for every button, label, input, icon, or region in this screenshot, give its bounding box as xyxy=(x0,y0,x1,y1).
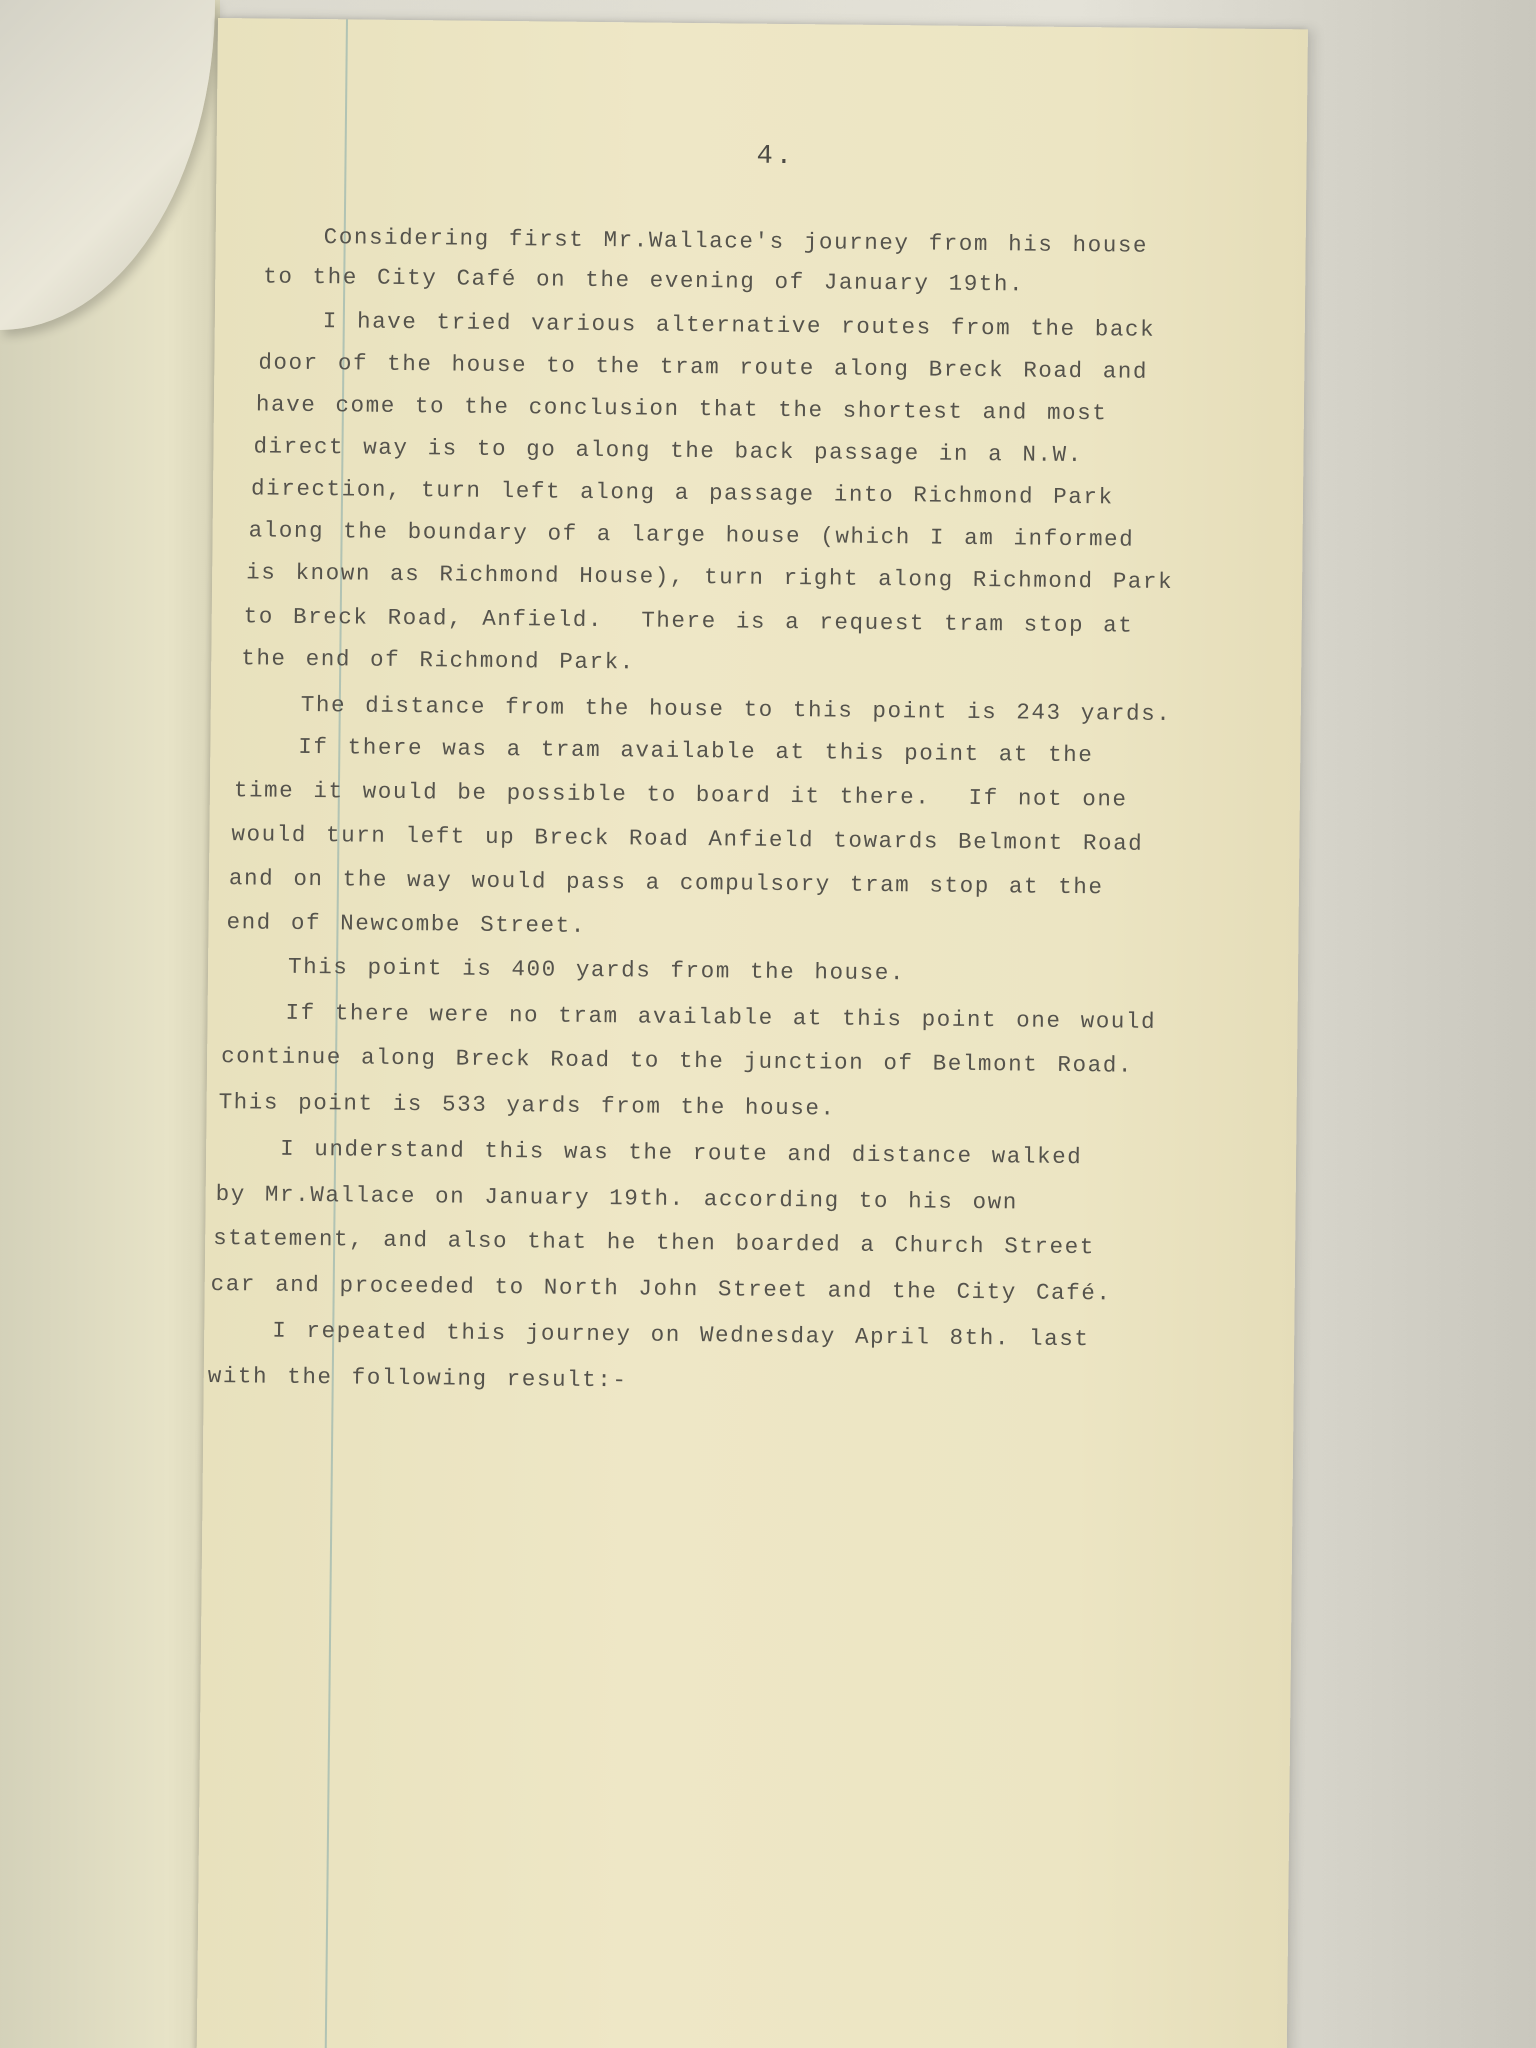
text-line: the end of Richmond Park. xyxy=(241,645,635,676)
text-line: statement, and also that he then boarded a Church Street xyxy=(213,1225,1096,1261)
text-line: with the following result:- xyxy=(207,1362,628,1394)
page-number: 4. xyxy=(756,141,796,173)
text-line: The distance from the house to this point is 243 yards. xyxy=(300,691,1172,728)
text-line: If there were no tram available at this point one would xyxy=(285,999,1157,1035)
text-line: Considering first Mr.Wallace's journey from his house xyxy=(323,224,1149,259)
text-line: If there was a tram available at this point at the xyxy=(298,733,1094,769)
text-line: This point is 533 yards from the house. xyxy=(218,1089,836,1122)
text-line: This point is 400 yards from the house. xyxy=(287,953,906,987)
text-line: to the City Café on the evening of January 19th. xyxy=(263,263,1025,298)
body-text xyxy=(207,223,1306,1394)
text-line: end of Newcombe Street. xyxy=(226,909,587,939)
text-line: continue along Breck Road to the junction of Belmont Road. xyxy=(220,1043,1134,1079)
text-line: is known as Richmond House), turn right along Richmond Park xyxy=(246,559,1174,596)
text-line: along the boundary of a large house (which I am informed xyxy=(248,517,1135,553)
text-line: time it would be possible to board it there. If not one xyxy=(233,777,1128,813)
text-line: I repeated this journey on Wednesday April 8th. last xyxy=(272,1317,1090,1353)
document-page xyxy=(197,18,1308,2048)
text-line: I have tried various alternative routes from the back xyxy=(322,308,1156,343)
text-line: by Mr.Wallace on January 19th. according to his own xyxy=(215,1181,1018,1216)
text-line: car and proceeded to North John Street and the City Café. xyxy=(210,1270,1112,1307)
text-line: I understand this was the route and distance walked xyxy=(280,1135,1083,1171)
text-line: door of the house to the tram route along Breck Road and xyxy=(258,349,1149,385)
text-line: would turn left up Breck Road Anfield towards Belmont Road xyxy=(231,821,1144,857)
text-line: to Breck Road, Anfield. There is a request tram stop at xyxy=(243,603,1134,639)
text-line: and on the way would pass a compulsory tram stop at the xyxy=(228,865,1104,901)
text-line: have come to the conclusion that the shortest and most xyxy=(255,391,1108,427)
text-line: direction, turn left along a passage into Richmond Park xyxy=(250,475,1114,511)
text-line: direct way is to go along the back passage in a N.W. xyxy=(253,433,1083,469)
